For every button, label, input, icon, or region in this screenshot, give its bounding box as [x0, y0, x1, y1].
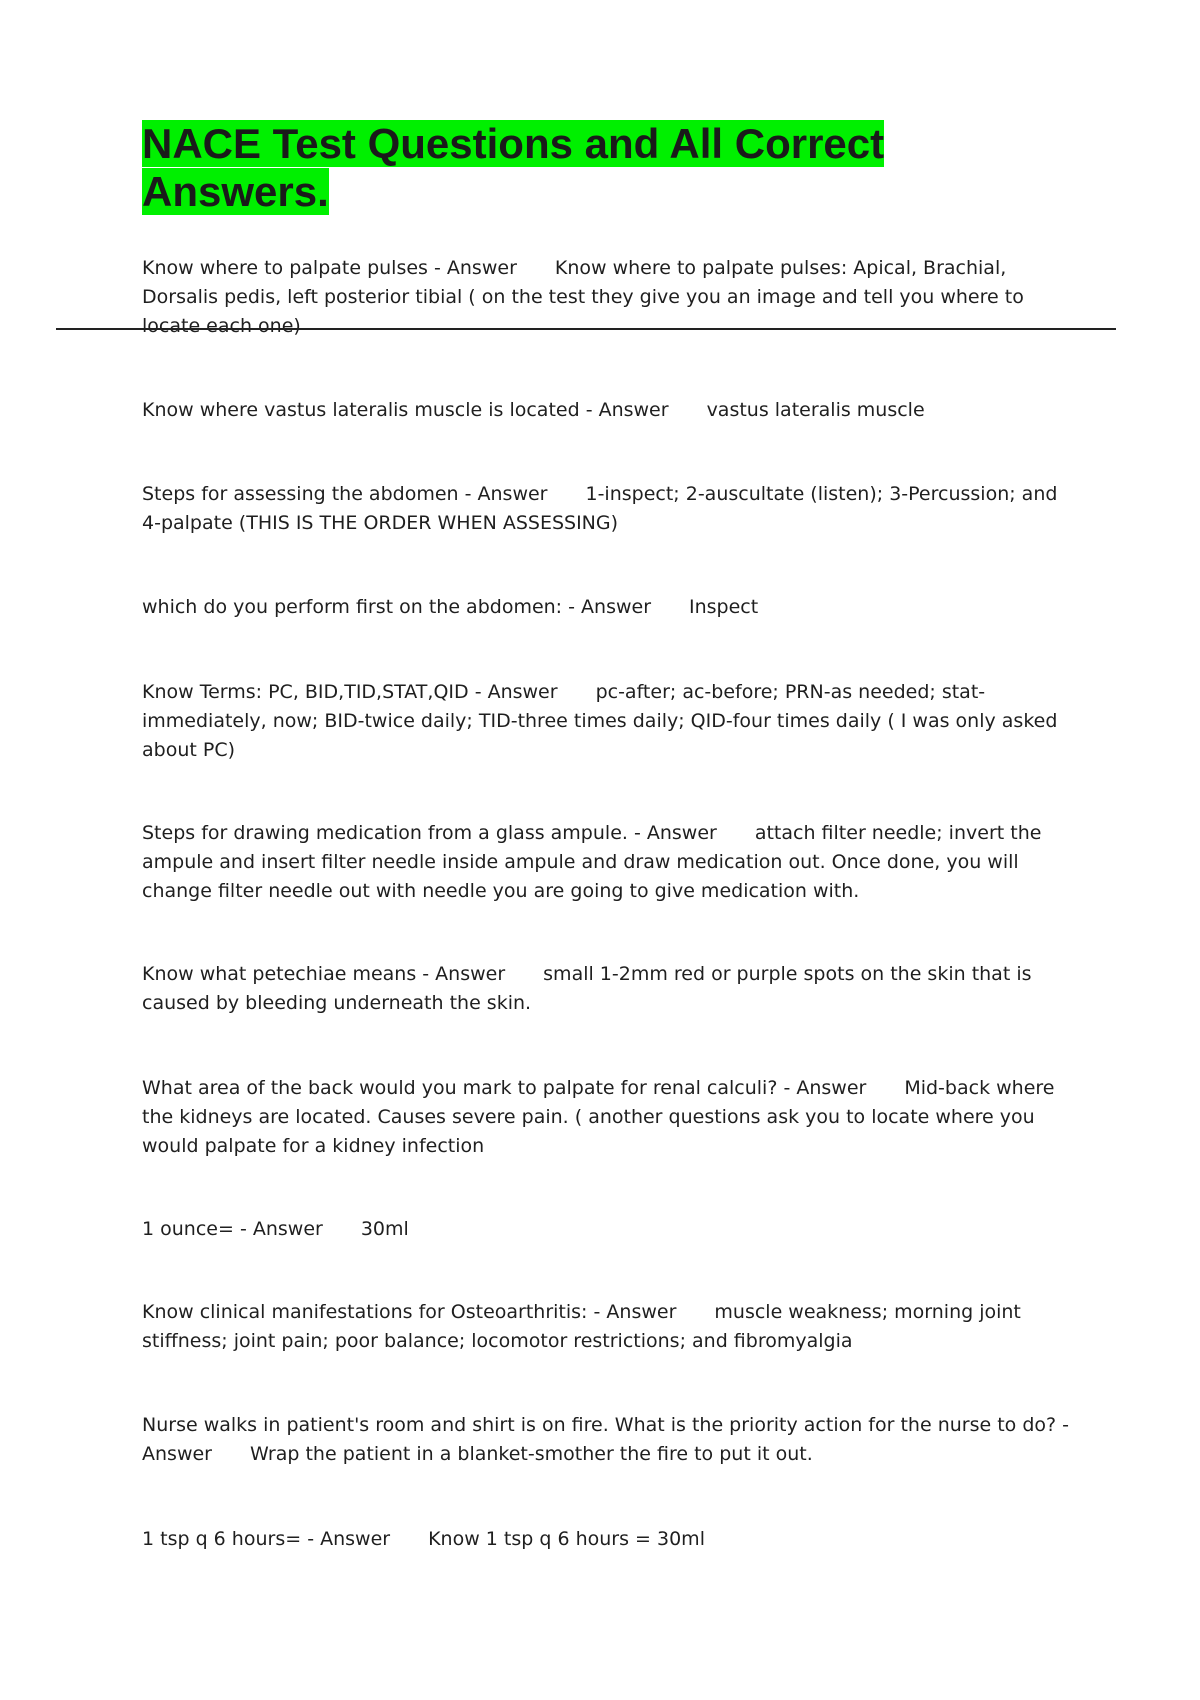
answer-text: Know where to palpate pulses: Apical, Brachial, Dorsalis pedis, left posterior tibial ( on the test they give you an image and tell you where to locate each one): [142, 257, 1024, 337]
question-text: Know what petechiae means: [142, 963, 417, 985]
qa-item: [142, 1215, 1072, 1244]
answer-text: Inspect: [689, 596, 759, 618]
question-text: Steps for drawing medication from a glass ampule.: [142, 822, 628, 844]
qa-item: [142, 480, 1072, 538]
qa-item: [142, 1411, 1072, 1469]
question-text: Know where to palpate pulses: [142, 257, 428, 279]
question-text: Know where vastus lateralis muscle is located: [142, 399, 580, 421]
answer-text: 1-inspect; 2-auscultate (listen); 3-Percussion; and 4-palpate (THIS IS THE ORDER WHEN ASSESSING): [142, 483, 1058, 534]
question-text: What area of the back would you mark to palpate for renal calculi?: [142, 1077, 778, 1099]
answer-text: Mid-back where the kidneys are located. Causes severe pain. ( another questions ask you to locate where you would palpate for a kidney infection: [142, 1077, 1055, 1157]
answer-text: pc-after; ac-before; PRN-as needed; stat-immediately, now; BID-twice daily; TID-three times daily; QID-four times daily ( I was only asked about PC): [142, 681, 1058, 761]
answer-marker: - Answer: [783, 1077, 867, 1099]
question-text: Know Terms: PC, BID,TID,STAT,QID: [142, 681, 469, 703]
question-text: which do you perform first on the abdomen:: [142, 596, 563, 618]
answer-marker: - Answer: [142, 1414, 1070, 1465]
answer-marker: - Answer: [585, 399, 669, 421]
qa-item: [142, 1074, 1072, 1161]
qa-item: [142, 396, 1072, 425]
question-text: Steps for assessing the abdomen: [142, 483, 459, 505]
qa-item: [142, 960, 1072, 1018]
answer-marker: - Answer: [464, 483, 548, 505]
answer-text: muscle weakness; morning joint stiffness; joint pain; poor balance; locomotor restrictions; and fibromyalgia: [142, 1301, 1021, 1352]
question-text: Know clinical manifestations for Osteoarthritis:: [142, 1301, 588, 1323]
answer-marker: - Answer: [307, 1528, 391, 1550]
answer-text: 30ml: [360, 1218, 409, 1240]
answer-marker: - Answer: [239, 1218, 323, 1240]
answer-text: attach filter needle; invert the ampule and insert filter needle inside ampule and draw medication out. Once done, you will change filter needle out with needle you are going to give medication with.: [142, 822, 1042, 902]
answer-marker: - Answer: [422, 963, 506, 985]
qa-item: [142, 1298, 1072, 1356]
question-text: 1 ounce=: [142, 1218, 234, 1240]
document-title: [142, 120, 1002, 216]
qa-item: [142, 593, 1072, 622]
qa-item: [142, 1525, 1072, 1554]
qa-item: [142, 819, 1072, 906]
question-text: Nurse walks in patient's room and shirt is on fire. What is the priority action for the nurse to do?: [142, 1414, 1057, 1436]
title-highlight: NACE Test Questions and All Correct Answers.: [142, 120, 885, 215]
answer-marker: - Answer: [568, 596, 652, 618]
answer-text: vastus lateralis muscle: [706, 399, 925, 421]
answer-marker: - Answer: [474, 681, 558, 703]
answer-text: Know 1 tsp q 6 hours = 30ml: [428, 1528, 705, 1550]
horizontal-rule: [56, 328, 1116, 330]
answer-marker: - Answer: [593, 1301, 677, 1323]
answer-marker: - Answer: [633, 822, 717, 844]
question-text: 1 tsp q 6 hours=: [142, 1528, 302, 1550]
answer-marker: - Answer: [434, 257, 517, 279]
answer-text: small 1-2mm red or purple spots on the skin that is caused by bleeding underneath the skin.: [142, 963, 1032, 1014]
qa-item: [142, 678, 1072, 765]
answer-text: Wrap the patient in a blanket-smother the fire to put it out.: [249, 1443, 813, 1465]
